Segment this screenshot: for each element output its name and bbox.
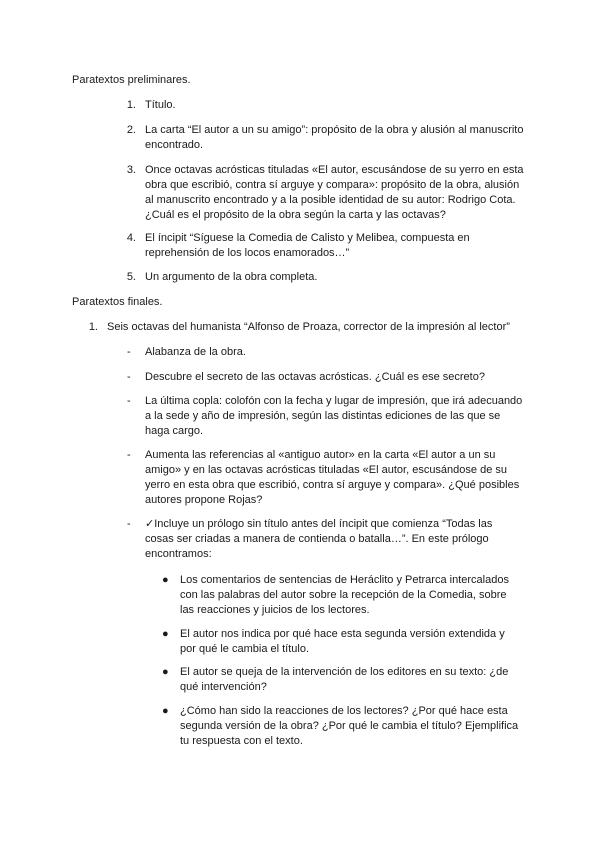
- list-item-line: La carta “El autor a un su amigo”: propósito de la obra y alusión al manuscrito: [145, 124, 524, 136]
- list-item-line: reprehensión de los locos enamorados…”: [145, 247, 350, 259]
- dash-item-line: Descubre el secreto de las octavas acrósticas. ¿Cuál es ese secreto?: [145, 371, 485, 383]
- list-item-line: Once octavas acrósticas tituladas «El autor, escusándose de su yerro en esta: [145, 164, 524, 176]
- dash-item-line: haga cargo.: [145, 425, 204, 437]
- dash-item-line: Aumenta las referencias al «antiguo autor» en la carta «El autor a un su: [145, 449, 496, 461]
- dash-item-line: a la sede y año de impresión, según las distintas ediciones de las que se: [145, 410, 501, 422]
- dash-item-line: cosas ser criadas a manera de contienda o batalla…”. En este prólogo: [145, 533, 489, 545]
- dash-marker: -: [127, 371, 131, 383]
- dash-marker: -: [127, 449, 131, 461]
- list-item-line: ¿Cuál es el propósito de la obra según la carta y las octavas?: [145, 209, 446, 221]
- dash-item-line: encontramos:: [145, 548, 212, 560]
- bullet-marker: ●: [162, 574, 169, 586]
- bullet-item-line: El autor se queja de la intervención de los editores en su texto: ¿de: [180, 666, 509, 678]
- dash-item-line: ✓Incluye un prólogo sin título antes del íncipit que comienza “Todas las: [145, 518, 493, 530]
- list-item-line: El íncipit “Síguese la Comedia de Calisto y Melibea, compuesta en: [145, 232, 470, 244]
- dash-item-line: autores propone Rojas?: [145, 494, 263, 506]
- dash-item-line: La última copla: colofón con la fecha y lugar de impresión, que irá adecuando: [145, 395, 523, 407]
- list-number: 1.: [126, 99, 136, 111]
- list-number: 1.: [88, 321, 98, 333]
- dash-item-line: Alabanza de la obra.: [145, 346, 246, 358]
- list-number: 5.: [126, 271, 136, 283]
- list-item-line: obra que escribió, contra sí arguye y compara»: propósito de la obra, alusión: [145, 179, 520, 191]
- bullet-item-line: segunda versión de la obra? ¿Por qué le cambia el título? Ejemplifica: [180, 720, 519, 732]
- dash-marker: -: [127, 395, 131, 407]
- section-heading-finales: Paratextos finales.: [72, 296, 163, 308]
- list-item-line: encontrado.: [145, 139, 204, 151]
- dash-item-line: yerro en esta obra que escribió, contra sí arguye y compara». ¿Qué posibles: [145, 479, 520, 491]
- list-number: 4.: [126, 232, 136, 244]
- section-heading-preliminares: Paratextos preliminares.: [72, 74, 191, 86]
- bullet-item-line: ¿Cómo han sido la reacciones de los lectores? ¿Por qué hace esta: [180, 705, 508, 717]
- bullet-marker: ●: [162, 705, 169, 717]
- list-number: 2.: [126, 124, 136, 136]
- bullet-item-line: tu respuesta con el texto.: [180, 735, 303, 747]
- list-item-text: Seis octavas del humanista “Alfonso de Proaza, corrector de la impresión al lector”: [107, 321, 510, 333]
- bullet-item-line: con las palabras del autor sobre la recepción de la Comedia, sobre: [180, 589, 507, 601]
- list-item-text: Un argumento de la obra completa.: [145, 271, 318, 283]
- list-item-line: al manuscrito encontrado y a la posible identidad de su autor: Rodrigo Cota.: [145, 194, 516, 206]
- bullet-item-line: por qué le cambia el título.: [180, 643, 310, 655]
- bullet-item-line: Los comentarios de sentencias de Heráclito y Petrarca intercalados: [180, 574, 509, 586]
- bullet-marker: ●: [162, 628, 169, 640]
- list-number: 3.: [126, 164, 136, 176]
- dash-marker: -: [127, 346, 131, 358]
- bullet-item-line: qué intervención?: [180, 681, 267, 693]
- list-item-text: Título.: [145, 99, 176, 111]
- bullet-marker: ●: [162, 666, 169, 678]
- dash-marker: -: [127, 518, 131, 530]
- bullet-item-line: las reacciones y juicios de los lectores.: [180, 604, 370, 616]
- bullet-item-line: El autor nos indica por qué hace esta segunda versión extendida y: [180, 628, 505, 640]
- dash-item-line: amigo» y en las octavas acrósticas tituladas «El autor, escusándose de su: [145, 464, 507, 476]
